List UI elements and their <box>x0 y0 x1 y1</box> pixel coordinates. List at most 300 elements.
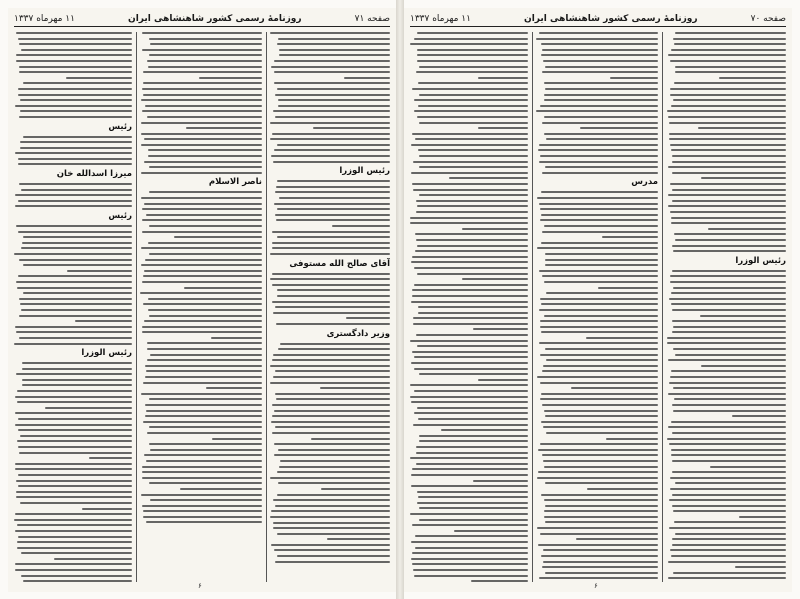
text-line <box>668 561 786 563</box>
text-line <box>270 382 390 384</box>
text-line <box>471 580 528 582</box>
text-line <box>539 270 658 272</box>
text-line <box>543 426 658 428</box>
text-line <box>540 155 658 157</box>
text-line <box>671 454 786 456</box>
text-line <box>544 510 658 512</box>
text-line <box>143 382 262 384</box>
text-line <box>279 54 390 56</box>
text-line <box>18 38 132 40</box>
text-line <box>149 315 262 317</box>
text-line <box>17 401 132 403</box>
text-line <box>545 348 658 350</box>
text-line <box>416 452 528 454</box>
text-line <box>417 407 528 409</box>
text-line <box>462 278 528 280</box>
text-line <box>417 32 528 34</box>
text-line <box>418 82 528 84</box>
text-line <box>21 575 132 577</box>
text-line <box>20 147 132 149</box>
text-line <box>21 247 132 249</box>
text-line <box>22 362 132 364</box>
text-line <box>271 155 390 157</box>
text-line <box>273 522 390 524</box>
text-line <box>672 432 786 434</box>
text-line <box>344 77 390 79</box>
text-line <box>17 541 132 543</box>
text-line <box>270 516 390 518</box>
text-line <box>418 306 528 308</box>
text-line <box>272 242 390 244</box>
text-line <box>141 144 262 146</box>
text-line <box>270 32 390 34</box>
text-line <box>419 155 528 157</box>
text-line <box>142 477 262 479</box>
text-line <box>142 110 262 112</box>
text-line <box>415 547 528 549</box>
text-line <box>327 538 390 540</box>
text-line <box>277 555 390 557</box>
text-line <box>146 521 262 523</box>
text-line <box>143 421 262 423</box>
text-line <box>17 390 132 392</box>
text-line <box>140 292 262 294</box>
text-line <box>546 432 659 434</box>
text-line <box>22 242 132 244</box>
text-line <box>414 412 528 414</box>
text-line <box>142 32 262 34</box>
text-line <box>411 558 528 560</box>
text-line <box>23 580 132 582</box>
text-line <box>540 219 658 221</box>
text-line <box>675 533 786 535</box>
text-line <box>539 309 658 311</box>
text-line <box>669 138 786 140</box>
text-line <box>150 43 262 45</box>
text-line <box>441 429 528 431</box>
text-line <box>21 552 132 554</box>
text-line <box>669 298 786 300</box>
text-line <box>416 71 528 73</box>
left-page <box>8 8 396 592</box>
text-line <box>15 424 132 426</box>
text-line <box>413 317 528 319</box>
text-line <box>602 236 658 238</box>
text-line <box>143 71 262 73</box>
text-line <box>673 38 786 40</box>
text-line <box>275 393 390 395</box>
text-line <box>669 122 786 124</box>
left-page-number: صفحه ۷۱ <box>354 14 390 24</box>
text-line <box>272 415 390 417</box>
text-line <box>672 161 786 163</box>
right-column-2 <box>536 32 658 582</box>
text-line <box>419 373 528 375</box>
text-line <box>610 77 658 79</box>
text-line <box>144 454 262 456</box>
text-line <box>411 474 528 476</box>
text-line <box>671 421 786 423</box>
text-line <box>545 166 658 168</box>
text-line <box>672 460 786 462</box>
text-line <box>675 482 786 484</box>
text-line <box>20 435 132 437</box>
text-line <box>672 189 786 191</box>
text-line <box>16 373 132 375</box>
text-line <box>14 519 132 521</box>
text-line <box>23 82 132 84</box>
text-line <box>675 239 786 241</box>
text-line <box>149 54 262 56</box>
text-line <box>672 155 786 157</box>
text-line <box>739 516 786 518</box>
text-line <box>412 524 528 526</box>
text-line <box>149 443 262 445</box>
text-line <box>147 432 262 434</box>
text-line <box>277 43 390 45</box>
text-line <box>270 365 390 367</box>
text-line <box>146 410 262 412</box>
left-page-header <box>14 12 390 27</box>
text-line <box>419 66 528 68</box>
text-line <box>278 99 390 101</box>
text-line <box>180 488 262 490</box>
text-line <box>142 231 262 233</box>
text-line <box>541 242 658 244</box>
text-line <box>544 516 658 518</box>
text-line <box>416 239 528 241</box>
text-line <box>275 505 390 507</box>
text-line <box>417 49 528 51</box>
text-line <box>272 359 390 361</box>
text-line <box>141 494 262 496</box>
right-issue-date: ۱۱ مهرماه ۱۳۳۷ <box>410 14 471 24</box>
text-line <box>147 116 262 118</box>
text-line <box>272 133 390 135</box>
text-line <box>142 49 262 51</box>
text-line <box>540 382 658 384</box>
text-line <box>146 460 262 462</box>
right-footer-mark: ۶ <box>594 582 598 590</box>
text-line <box>142 331 262 333</box>
text-line <box>540 354 658 356</box>
text-line <box>416 463 528 465</box>
text-line <box>67 270 132 272</box>
text-line <box>206 387 262 389</box>
text-line <box>670 60 786 62</box>
text-line <box>277 88 390 90</box>
text-line <box>19 43 132 45</box>
text-line <box>473 480 528 482</box>
left-issue-date: ۱۱ مهرماه ۱۳۳۷ <box>14 14 75 24</box>
text-line <box>414 267 528 269</box>
text-line <box>419 507 528 509</box>
text-line <box>19 116 132 118</box>
text-line <box>411 401 528 403</box>
text-line <box>18 418 132 420</box>
text-line <box>411 485 528 487</box>
text-line <box>416 446 529 448</box>
text-line <box>418 418 528 420</box>
text-line <box>546 359 658 361</box>
text-line <box>15 463 132 465</box>
section-heading: رئیس الوزرا <box>81 348 132 359</box>
right-page <box>404 8 792 592</box>
text-line <box>673 287 786 289</box>
text-line <box>142 281 262 283</box>
text-line <box>211 337 262 339</box>
text-line <box>668 194 786 196</box>
text-line <box>75 320 132 322</box>
text-line <box>18 88 132 90</box>
text-line <box>538 471 658 473</box>
text-line <box>274 443 390 445</box>
text-line <box>412 88 528 90</box>
text-line <box>671 449 786 451</box>
text-line <box>149 166 262 168</box>
text-line <box>669 499 786 501</box>
text-line <box>672 494 786 496</box>
text-line <box>539 577 658 579</box>
text-line <box>16 225 132 227</box>
text-line <box>149 482 262 484</box>
text-line <box>673 572 786 574</box>
text-line <box>544 116 658 118</box>
text-line <box>22 379 132 381</box>
text-line <box>148 155 262 157</box>
text-line <box>17 440 132 442</box>
text-line <box>672 505 787 507</box>
text-line <box>141 172 262 174</box>
text-line <box>478 379 528 381</box>
text-line <box>540 298 658 300</box>
section-heading: ناصر الاسلام <box>208 177 262 188</box>
text-line <box>271 544 390 546</box>
text-line <box>278 38 390 40</box>
text-line <box>15 569 132 571</box>
text-line <box>275 116 390 118</box>
text-line <box>17 524 132 526</box>
text-line <box>20 303 132 305</box>
text-line <box>145 415 262 417</box>
text-line <box>419 435 528 437</box>
text-line <box>541 331 658 333</box>
text-line <box>22 384 132 386</box>
text-line <box>19 259 132 261</box>
text-line <box>143 94 262 96</box>
text-line <box>536 110 658 112</box>
text-line <box>418 149 528 151</box>
text-line <box>419 122 528 124</box>
text-line <box>19 452 132 454</box>
text-line <box>539 144 658 146</box>
left-column-1 <box>270 32 390 582</box>
text-line <box>278 105 390 107</box>
text-line <box>543 460 658 462</box>
text-line <box>418 105 528 107</box>
text-line <box>540 105 658 107</box>
text-line <box>280 460 390 462</box>
text-line <box>410 457 528 459</box>
text-line <box>270 138 390 140</box>
text-line <box>672 331 786 333</box>
text-line <box>542 275 658 277</box>
text-line <box>18 200 132 202</box>
text-line <box>184 287 262 289</box>
text-line <box>16 54 132 56</box>
text-line <box>141 247 262 249</box>
text-line <box>18 275 132 277</box>
text-line <box>416 211 528 213</box>
text-line <box>671 292 786 294</box>
text-line <box>270 253 390 255</box>
text-line <box>672 538 786 540</box>
text-line <box>539 203 658 205</box>
right-column-1 <box>666 32 786 582</box>
text-line <box>542 71 658 73</box>
text-line <box>545 505 658 507</box>
text-line <box>273 312 390 314</box>
text-line <box>667 110 786 112</box>
text-line <box>540 443 658 445</box>
text-line <box>670 488 786 490</box>
text-line <box>145 259 262 261</box>
text-line <box>544 466 658 468</box>
text-line <box>346 317 390 319</box>
text-line <box>543 365 658 367</box>
text-line <box>544 99 658 101</box>
text-line <box>698 127 786 129</box>
text-line <box>272 284 390 286</box>
text-line <box>19 183 132 185</box>
text-line <box>672 320 786 322</box>
text-line <box>142 208 262 210</box>
text-line <box>274 203 390 205</box>
text-line <box>416 200 528 202</box>
text-line <box>142 471 262 473</box>
text-line <box>89 457 132 459</box>
text-line <box>274 71 390 73</box>
text-line <box>212 438 262 440</box>
text-line <box>141 264 262 266</box>
text-line <box>673 99 786 101</box>
text-line <box>147 348 262 350</box>
text-line <box>410 396 528 398</box>
text-line <box>15 396 132 398</box>
text-line <box>545 259 658 261</box>
text-line <box>571 387 658 389</box>
text-line <box>16 331 132 333</box>
text-line <box>413 569 528 571</box>
text-line <box>414 390 528 392</box>
section-heading: رئیس <box>108 121 132 132</box>
text-line <box>15 205 132 207</box>
text-line <box>412 468 528 470</box>
text-line <box>148 242 262 244</box>
text-line <box>672 544 786 546</box>
text-line <box>544 410 658 412</box>
text-line <box>544 94 658 96</box>
text-line <box>670 549 786 551</box>
text-line <box>410 384 528 386</box>
text-line <box>277 471 390 473</box>
text-line <box>144 320 262 322</box>
text-line <box>415 535 528 537</box>
text-line <box>669 527 786 529</box>
text-line <box>19 315 132 317</box>
text-line <box>674 521 786 523</box>
text-line <box>673 326 786 328</box>
text-line <box>411 301 528 303</box>
book-gutter <box>396 0 404 599</box>
text-line <box>536 38 658 40</box>
text-line <box>673 250 786 252</box>
text-line <box>576 538 658 540</box>
text-line <box>667 337 786 339</box>
text-line <box>19 298 132 300</box>
text-line <box>414 110 528 112</box>
text-line <box>147 342 262 344</box>
text-line <box>419 194 528 196</box>
text-line <box>15 530 132 532</box>
text-line <box>417 205 528 207</box>
text-line <box>669 133 786 135</box>
text-line <box>412 351 528 353</box>
text-line <box>672 172 786 174</box>
text-line <box>18 485 132 487</box>
text-line <box>412 133 528 135</box>
text-line <box>16 480 132 482</box>
left-column-rule <box>136 32 137 582</box>
text-line <box>670 275 786 277</box>
text-line <box>415 250 528 252</box>
text-line <box>276 398 390 400</box>
text-line <box>671 303 786 305</box>
text-line <box>18 474 132 476</box>
text-line <box>412 563 528 565</box>
text-line <box>15 194 132 196</box>
text-line <box>542 454 658 456</box>
text-line <box>275 306 390 308</box>
text-line <box>277 494 390 496</box>
text-line <box>419 94 528 96</box>
text-line <box>273 499 390 501</box>
text-line <box>272 432 390 434</box>
text-line <box>673 410 786 412</box>
text-line <box>279 49 390 51</box>
text-line <box>149 225 262 227</box>
text-line <box>671 555 786 557</box>
text-line <box>537 527 658 529</box>
right-publication-title: روزنامهٔ رسمی کشور شاهنشاهی ایران <box>524 14 698 24</box>
text-line <box>279 466 390 468</box>
text-line <box>274 549 390 551</box>
text-line <box>673 348 786 350</box>
text-line <box>54 558 132 560</box>
text-line <box>587 488 658 490</box>
text-line <box>417 116 528 118</box>
text-line <box>174 236 262 238</box>
text-line <box>14 253 132 255</box>
text-line <box>142 326 262 328</box>
text-line <box>580 127 658 129</box>
text-line <box>478 77 528 79</box>
text-line <box>147 359 262 361</box>
text-line <box>672 200 786 202</box>
text-line <box>543 561 658 563</box>
text-line <box>19 337 132 339</box>
text-line <box>544 133 658 135</box>
